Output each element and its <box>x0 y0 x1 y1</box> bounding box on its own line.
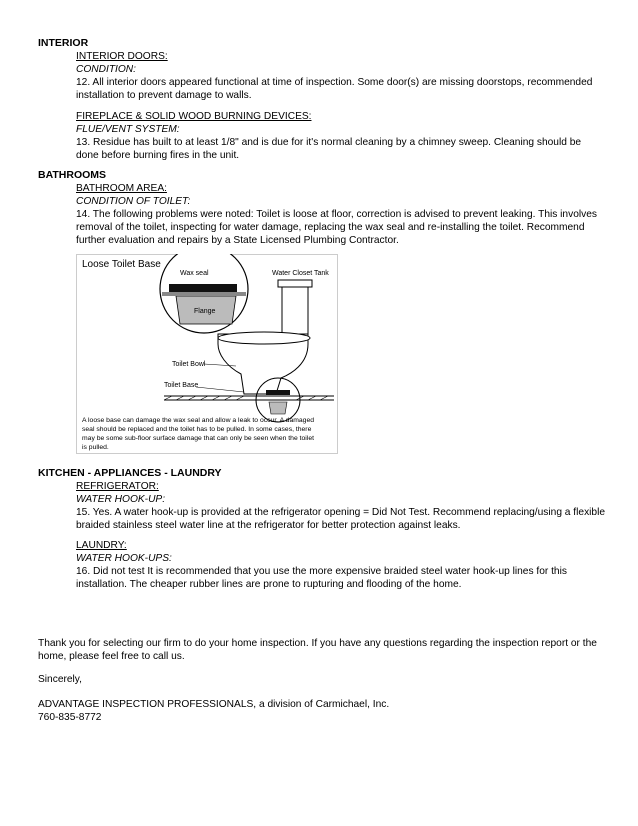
closing-sincerely: Sincerely, <box>38 674 82 685</box>
finding-text: 13. Residue has built to at least 1/8" and is due for it's normal cleaning by a chimney sweep. Cleaning should be done before burning fires in the unit. <box>76 137 582 161</box>
laundry-block <box>76 539 606 591</box>
finding-text: 15. Yes. A water hook-up is provided at the refrigerator opening = Did Not Test. Recommend replacing/using a flexible braided stainless steel water line at the refrigerator for better protection against leaks. <box>76 507 606 531</box>
subsection-title: REFRIGERATOR: <box>76 481 159 492</box>
section-heading-bathrooms: BATHROOMS <box>38 169 107 181</box>
fireplace-block <box>76 110 606 162</box>
finding-text: 14. The following problems were noted: Toilet is loose at floor, correction is advised to prevent leaking. This involves removal of the toilet, inspecting for water damage, replacing the wax seal and re-installing the toilet. Recommend further evaluation and repairs by a State Licensed Plumbing Contractor. <box>76 209 597 246</box>
figure-caption-line: is pulled. <box>82 444 109 451</box>
condition-label: CONDITION: <box>76 64 136 75</box>
toilet-tank-shape <box>282 284 308 340</box>
figure-caption-line: A loose base can damage the wax seal and allow a leak to occur. A damaged <box>82 417 315 424</box>
wax-seal-label: Wax seal <box>180 270 209 277</box>
refrigerator-block <box>76 480 606 532</box>
base-label: Toilet Base <box>164 382 199 389</box>
closing-thanks: Thank you for selecting our firm to do your home inspection. If you have any questions regarding the inspection report or the home, please feel free to call us. <box>38 638 597 662</box>
company-name: ADVANTAGE INSPECTION PROFESSIONALS, a division of Carmichael, Inc. <box>38 699 390 710</box>
subsection-title: BATHROOM AREA: <box>76 183 167 194</box>
tank-label: Water Closet Tank <box>272 270 329 277</box>
condition-label: WATER HOOK-UP: <box>76 494 166 505</box>
subsection-title: LAUNDRY: <box>76 540 127 551</box>
finding-text: 16. Did not test It is recommended that you use the more expensive braided steel water hook-up lines for this installation. The cheaper rubber lines are prone to rupturing and flooding of the home. <box>76 566 567 590</box>
loose-toilet-diagram <box>76 254 338 454</box>
subsection-title: FIREPLACE & SOLID WOOD BURNING DEVICES: <box>76 111 312 122</box>
figure-title: Loose Toilet Base <box>82 259 161 270</box>
company-phone: 760-835-8772 <box>38 712 102 723</box>
condition-label: CONDITION OF TOILET: <box>76 196 191 207</box>
interior-doors-block <box>76 50 606 102</box>
bowl-label: Toilet Bowl <box>172 361 206 368</box>
figure-caption-line: may be some sub-floor surface damage that can only be seen when the toilet <box>82 435 314 442</box>
condition-label: WATER HOOK-UPS: <box>76 553 172 564</box>
figure-caption-line: seal should be replaced and the toilet has to be pulled. In some cases, there <box>82 426 312 433</box>
bathroom-area-block <box>76 182 606 247</box>
flange-label: Flange <box>194 308 216 315</box>
condition-label: FLUE/VENT SYSTEM: <box>76 124 180 135</box>
subsection-title: INTERIOR DOORS: <box>76 51 168 62</box>
finding-text: 12. All interior doors appeared functional at time of inspection. Some door(s) are missing doorstops, recommended installation to prevent damage to walls. <box>76 77 593 101</box>
section-heading-interior: INTERIOR <box>38 37 89 49</box>
wax-seal-shape <box>169 284 237 293</box>
section-heading-kitchen: KITCHEN - APPLIANCES - LAUNDRY <box>38 467 222 479</box>
